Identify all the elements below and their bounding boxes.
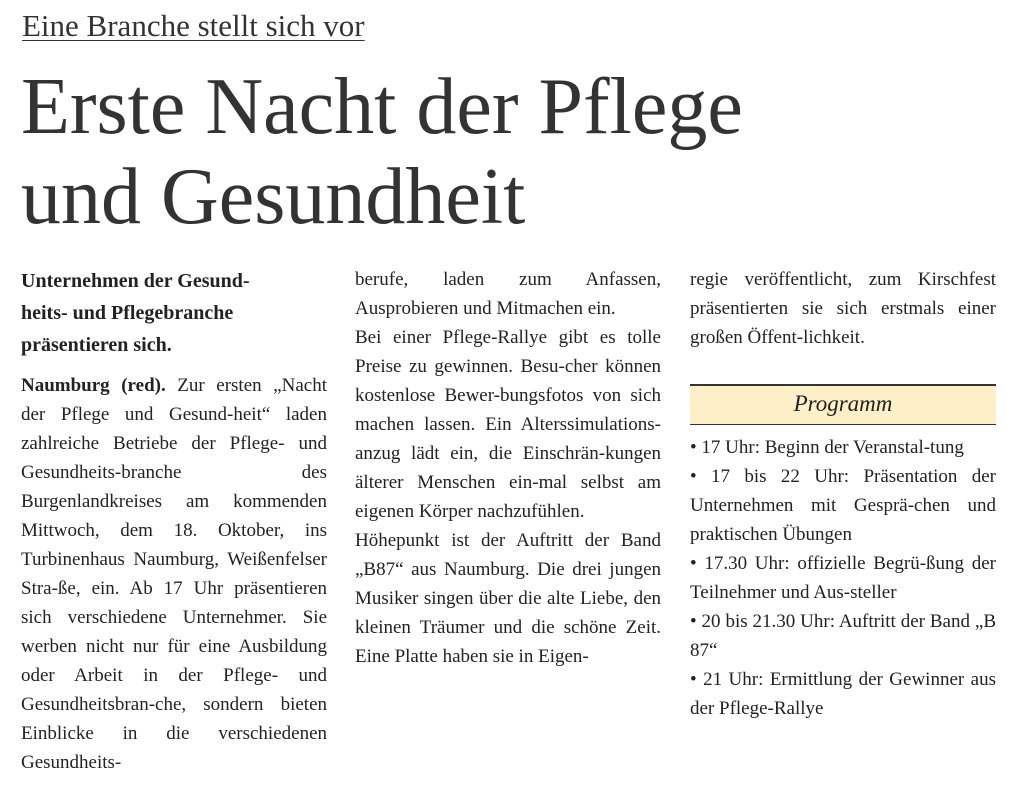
article-column-1 [21,265,327,777]
article-column-2 [355,265,661,671]
article-lede: Unternehmen der Gesund- heits- und Pflegebranche präsentieren sich. [21,270,250,356]
article-column-3 [690,265,996,723]
article-paragraph-3-part-2: regie veröffentlicht, zum Kirschfest präsentierten sie sich erstmals einer großen Öffent-lichkeit. [690,269,996,348]
program-item: • 17 Uhr: Beginn der Veranstal-tung [690,437,964,458]
article-paragraph-3-part-1: Höhepunkt ist der Auftritt der Band „B87“ aus Naumburg. Die drei jungen Musiker singen über die alte Liebe, den kleinen Träumer und die schöne Zeit. Eine Platte haben sie in Eigen- [355,530,661,667]
program-list [690,433,996,723]
program-item: • 20 bis 21.30 Uhr: Auftritt der Band „B 87“ [690,611,996,661]
dateline: Naumburg (red). [21,375,166,396]
article-paragraph-2: Bei einer Pflege-Rallye gibt es tolle Preise zu gewinnen. Besu-cher können kostenlose Bewer-bungsfotos von sich machen lassen. Ein Alterssimulations-anzug lädt ein, die Einschrän-kungen älterer Menschen ein-mal selbst am eigenen Körper nachzufühlen. [355,327,661,522]
program-item: • 17.30 Uhr: offizielle Begrü-ßung der Teilnehmer und Aus-steller [690,553,996,603]
article-paragraph-1-part-1: Naumburg (red). Zur ersten „Nacht der Pflege und Gesund-heit“ laden zahlreiche Betriebe der Pflege- und Gesundheits-branche des Burgenlandkreises am kommenden Mittwoch, dem 18. Oktober, ins Turbinenhaus Naumburg, Weißenfelser Stra-ße, ein. Ab 17 Uhr präsentieren sich verschiedene Unternehmer. Sie werben nicht nur für eine Ausbildung oder Arbeit in der Pflege- und Gesundheitsbran-che, sondern bieten Einblicke in die verschiedenen Gesundheits- [21,375,327,773]
program-item: • 21 Uhr: Ermittlung der Gewinner aus der Pflege-Rallye [690,669,996,719]
headline-line-2: und Gesundheit [21,153,526,241]
headline-line-1: Erste Nacht der Pflege [21,63,743,151]
article-paragraph-1-part-2: berufe, laden zum Anfassen, Ausprobieren und Mitmachen ein. [355,269,661,319]
program-box-title: Programm [690,386,996,425]
article-kicker: Eine Branche stellt sich vor [22,8,365,43]
article-headline [21,62,743,242]
program-item: • 17 bis 22 Uhr: Präsentation der Unternehmen mit Gesprä-chen und praktischen Übungen [690,466,996,545]
